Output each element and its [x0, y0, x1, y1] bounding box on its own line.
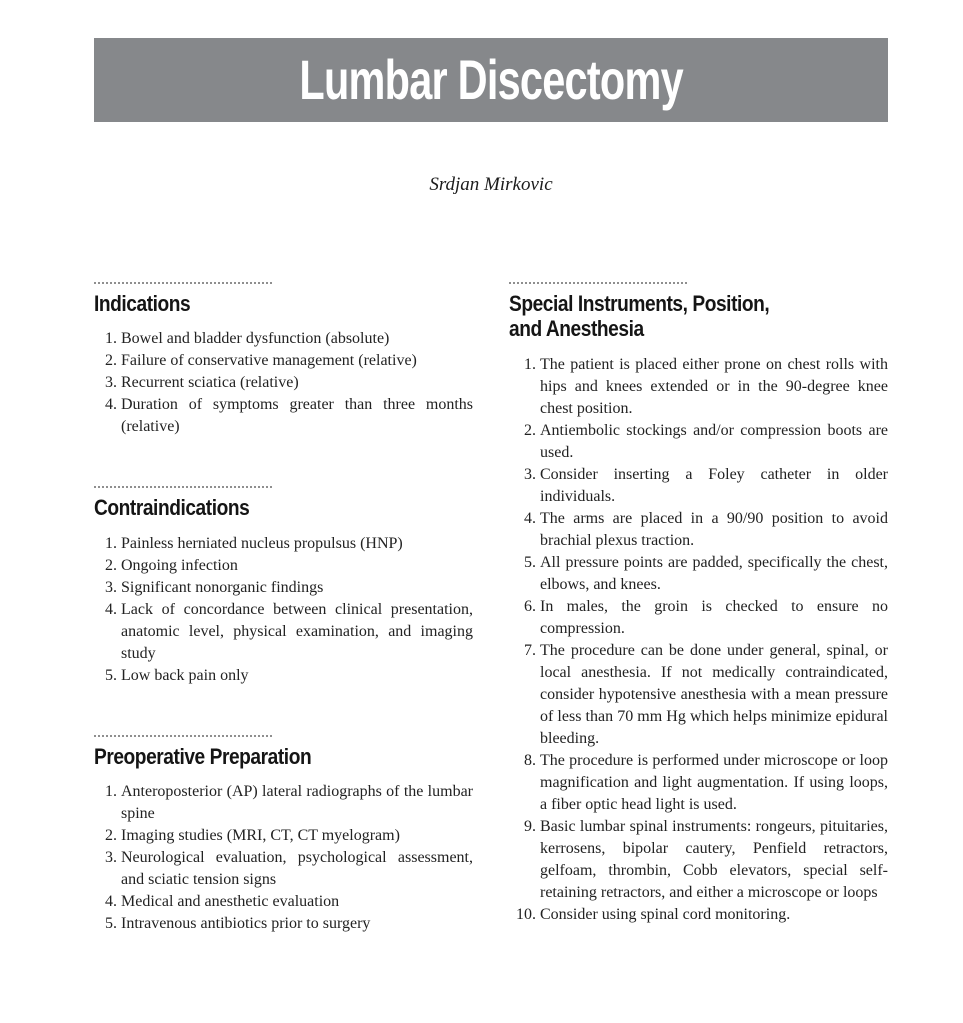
indications-list [94, 328, 473, 438]
section-heading [509, 291, 888, 342]
chapter-title-banner [94, 38, 888, 122]
list-item: 1. Anteroposterior (AP) lateral radiographs of the lumbar spine [121, 781, 473, 825]
section-indications [94, 282, 473, 438]
section-heading-line-2: and Anesthesia [509, 316, 644, 342]
section-heading-line-1: Special Instruments, Position, [509, 291, 770, 316]
section-special-instruments [509, 282, 888, 926]
list-item: 2. Ongoing infection [121, 555, 473, 577]
list-item: 6. In males, the groin is checked to ensure no compression. [540, 596, 888, 640]
list-item: 10. Consider using spinal cord monitoring. [540, 904, 888, 926]
list-item: 5. All pressure points are padded, specifically the chest, elbows, and knees. [540, 552, 888, 596]
section-heading-text: Indications [94, 291, 191, 316]
list-item: 4. Duration of symptoms greater than three months (relative) [121, 394, 473, 438]
section-contraindications [94, 486, 473, 686]
section-preoperative-preparation [94, 735, 473, 935]
dotted-rule [509, 282, 687, 284]
list-item: 1. The patient is placed either prone on chest rolls with hips and knees extended or in the 90-degree knee chest position. [540, 354, 888, 420]
two-column-body [94, 282, 888, 935]
section-heading [94, 291, 473, 316]
list-item: 1. Bowel and bladder dysfunction (absolute) [121, 328, 473, 350]
right-column [509, 282, 888, 926]
list-item: 3. Recurrent sciatica (relative) [121, 372, 473, 394]
chapter-title: Lumbar Discectomy [299, 48, 683, 111]
list-item: 4. The arms are placed in a 90/90 position to avoid brachial plexus traction. [540, 508, 888, 552]
section-heading-text: Preoperative Preparation [94, 743, 312, 769]
list-item: 8. The procedure is performed under microscope or loop magnification and light augmentation. If using loops, a fiber optic head light is used. [540, 750, 888, 816]
dotted-rule [94, 735, 272, 737]
list-item: 3. Significant nonorganic findings [121, 577, 473, 599]
dotted-rule [94, 486, 272, 488]
list-item: 1. Painless herniated nucleus propulsus (HNP) [121, 533, 473, 555]
author-byline: Srdjan Mirkovic [429, 174, 553, 195]
list-item: 9. Basic lumbar spinal instruments: rongeurs, pituitaries, kerrosens, bipolar cautery, Penfield retractors, gelfoam, thrombin, Cobb elevators, special self-retaining retractors, and either a microscope or loops [540, 816, 888, 904]
section-heading-text: Contraindications [94, 495, 250, 521]
dotted-rule [94, 282, 272, 284]
section-heading [94, 744, 473, 769]
list-item: 2. Imaging studies (MRI, CT, CT myelogram) [121, 825, 473, 847]
list-item: 7. The procedure can be done under general, spinal, or local anesthesia. If not medically contraindicated, consider hypotensive anesthesia with a mean pressure of less than 70 mm Hg which helps minimize epidural bleeding. [540, 640, 888, 750]
contraindications-list [94, 533, 473, 687]
list-item: 5. Intravenous antibiotics prior to surgery [121, 913, 473, 935]
list-item: 4. Lack of concordance between clinical presentation, anatomic level, physical examination, and imaging study [121, 599, 473, 665]
section-heading [94, 495, 473, 520]
preoperative-preparation-list [94, 781, 473, 935]
left-column [94, 282, 473, 935]
list-item: 4. Medical and anesthetic evaluation [121, 891, 473, 913]
special-instruments-list [509, 354, 888, 926]
list-item: 3. Neurological evaluation, psychological assessment, and sciatic tension signs [121, 847, 473, 891]
list-item: 5. Low back pain only [121, 665, 473, 687]
list-item: 2. Failure of conservative management (relative) [121, 350, 473, 372]
list-item: 3. Consider inserting a Foley catheter in older individuals. [540, 464, 888, 508]
list-item: 2. Antiembolic stockings and/or compression boots are used. [540, 420, 888, 464]
